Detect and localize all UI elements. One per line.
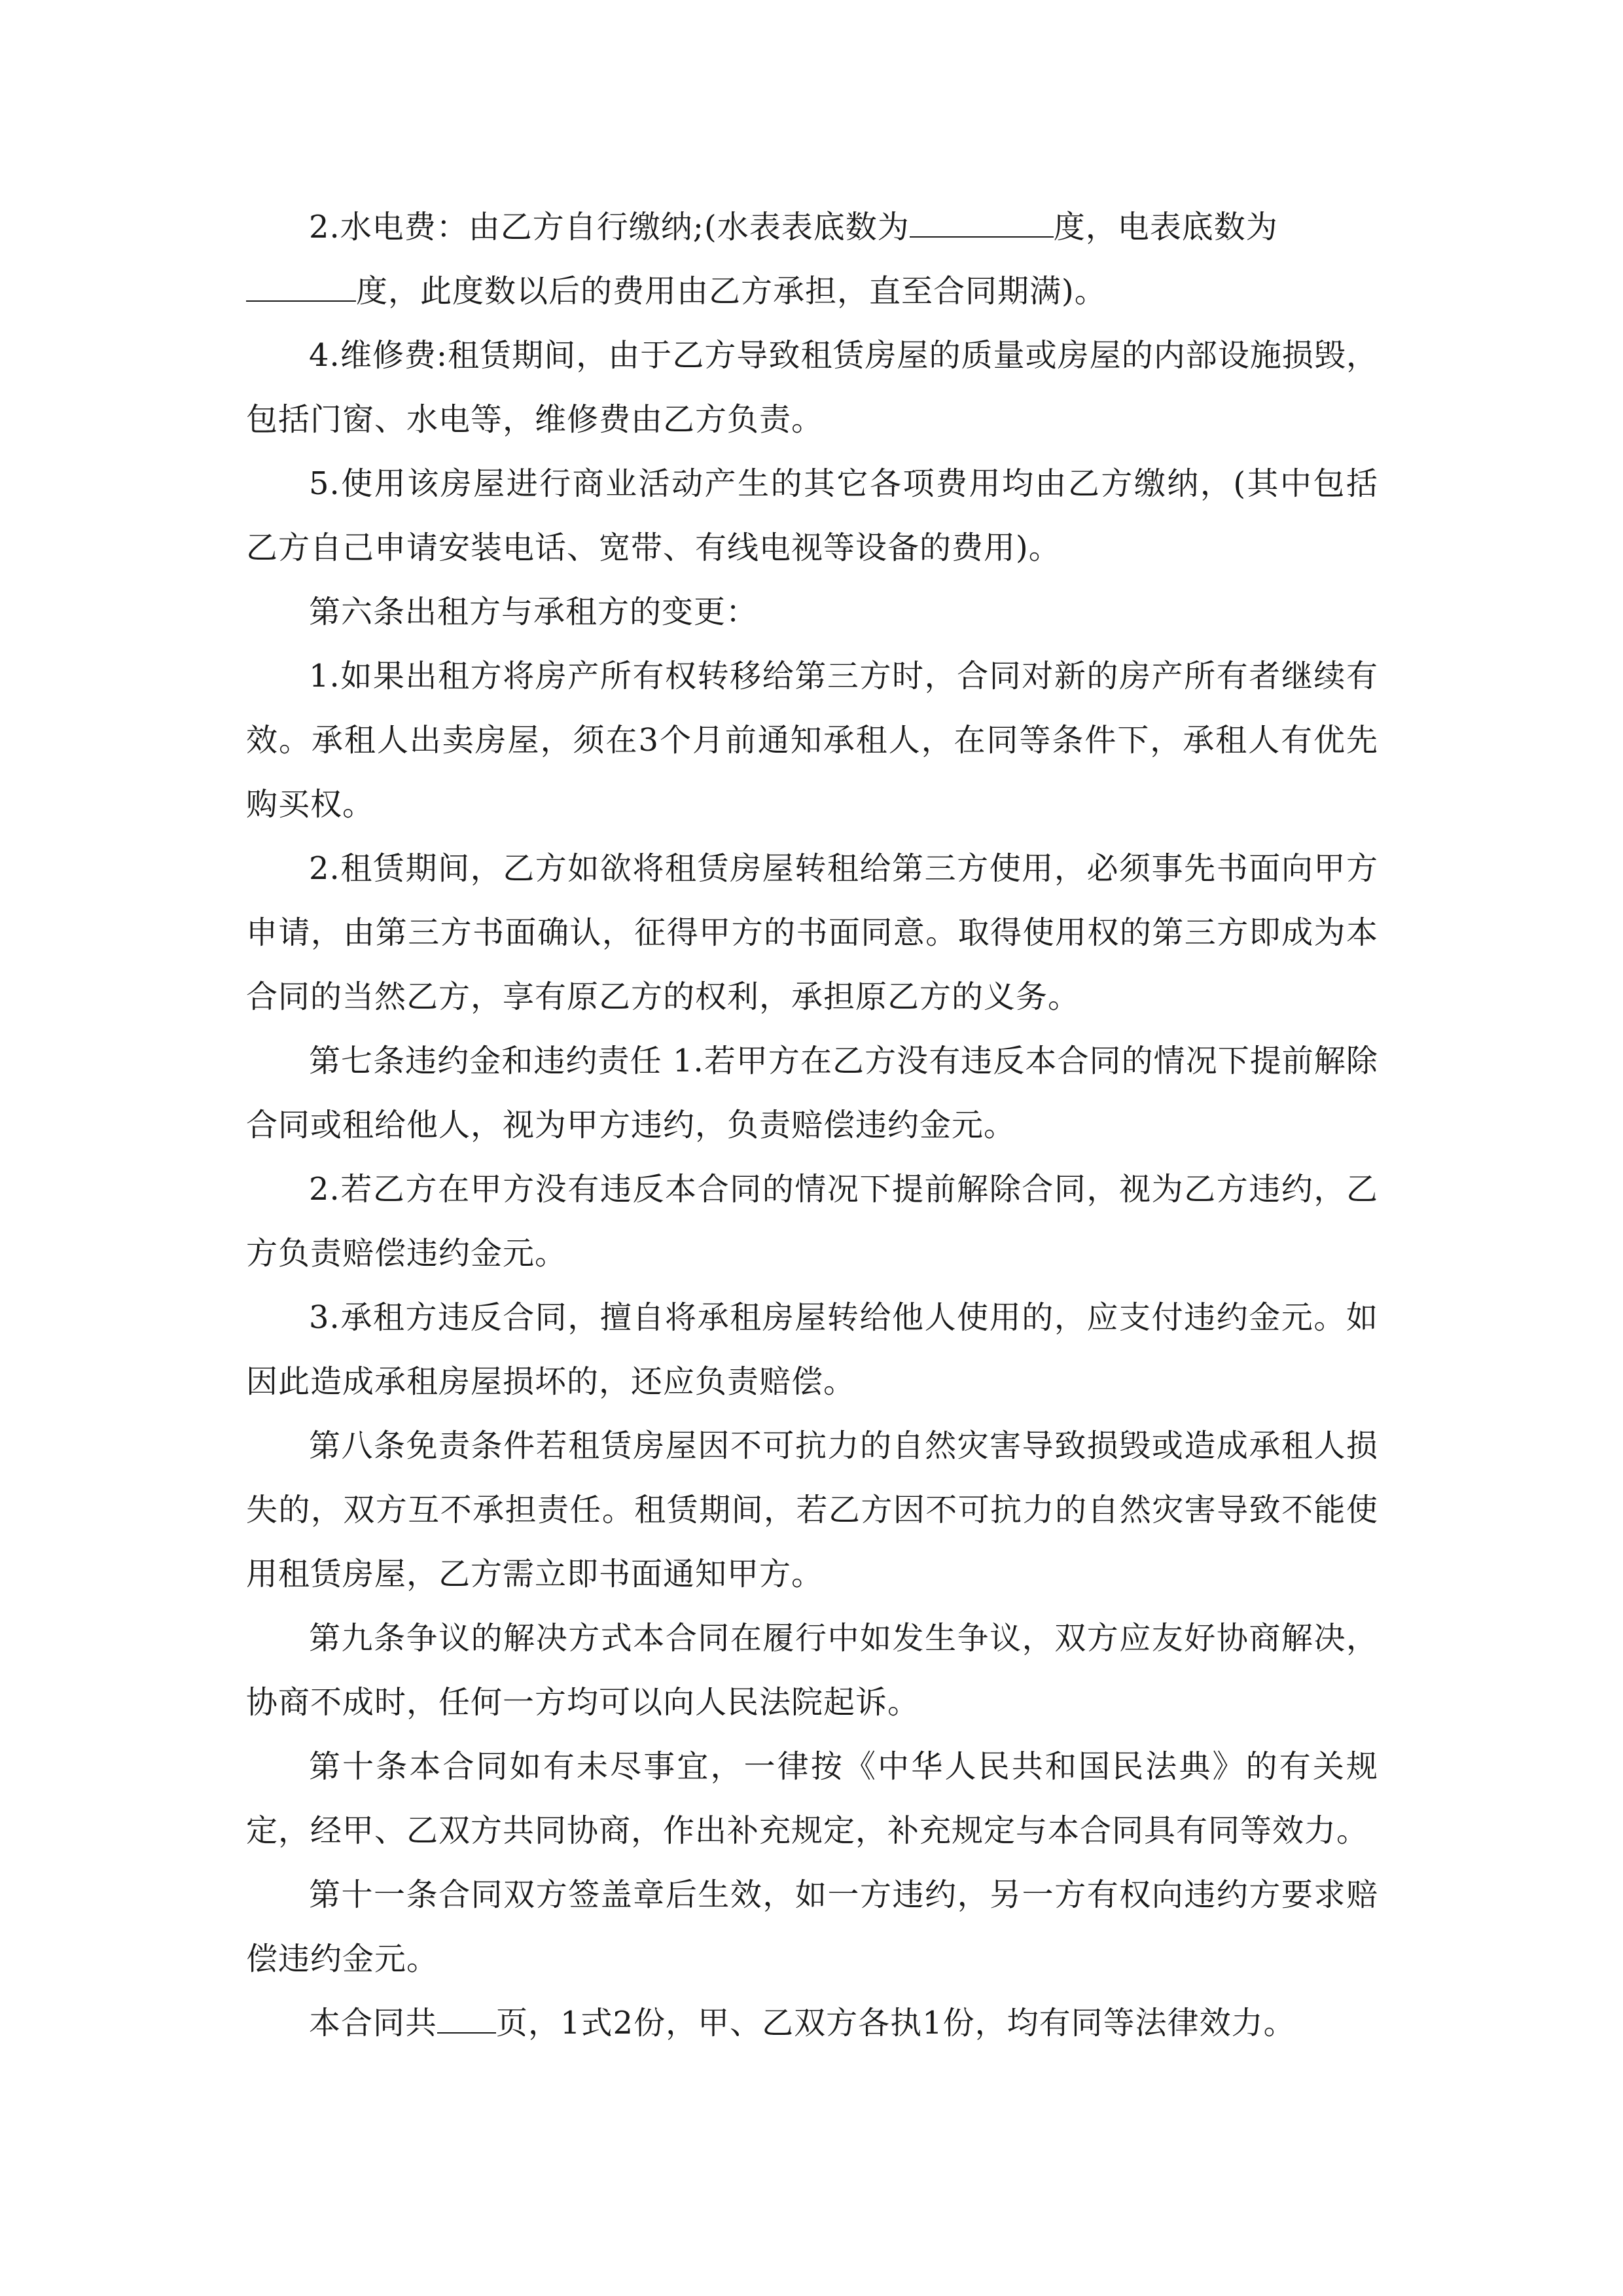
page-count-blank (437, 1998, 496, 2034)
paragraph-article-7: 第七条违约金和违约责任 1.若甲方在乙方没有违反本合同的情况下提前解除合同或租给他人，视为甲方违约，负责赔偿违约金元。 (246, 1043, 1378, 1143)
paragraph-copies (246, 1991, 1378, 2055)
copies-text-end: 页，1式2份，甲、乙双方各执1份，均有同等法律效力。 (496, 2005, 1296, 2041)
copies-text-start: 本合同共 (309, 2005, 438, 2041)
electric-meter-blank (246, 266, 356, 302)
paragraph-utilities (246, 195, 1378, 323)
paragraph-article-8: 第八条免责条件若租赁房屋因不可抗力的自然灾害导致损毁或造成承租人损失的，双方互不承担责任。租赁期间，若乙方因不可抗力的自然灾害导致不能使用租赁房屋，乙方需立即书面通知甲方。 (246, 1427, 1378, 1592)
paragraph-article-10: 第十条本合同如有未尽事宜，一律按《中华人民共和国民法典》的有关规定，经甲、乙双方共同协商，作出补充规定，补充规定与本合同具有同等效力。 (246, 1748, 1378, 1849)
utilities-text-end: 度，此度数以后的费用由乙方承担，直至合同期满)。 (356, 273, 1107, 310)
paragraph-sublease: 2.租赁期间，乙方如欲将租赁房屋转租给第三方使用，必须事先书面向甲方申请，由第三方书面确认，征得甲方的书面同意。取得使用权的第三方即成为本合同的当然乙方，享有原乙方的权利，承担原乙方的义务。 (246, 850, 1378, 1015)
paragraph-ownership-transfer: 1.如果出租方将房产所有权转移给第三方时，合同对新的房产所有者继续有效。承租人出卖房屋，须在3个月前通知承租人，在同等条件下，承租人有优先购买权。 (246, 658, 1378, 823)
utilities-text-start: 2.水电费：由乙方自行缴纳;(水表表底数为 (309, 209, 910, 245)
paragraph-lessee-breach: 2.若乙方在甲方没有违反本合同的情况下提前解除合同，视为乙方违约，乙方负责赔偿违约金元。 (246, 1171, 1378, 1272)
water-meter-blank (910, 202, 1054, 238)
utilities-text-mid: 度，电表底数为 (1053, 209, 1278, 245)
paragraph-article-11: 第十一条合同双方签盖章后生效，如一方违约，另一方有权向违约方要求赔偿违约金元。 (246, 1876, 1378, 1977)
paragraph-other-fees: 5.使用该房屋进行商业活动产生的其它各项费用均由乙方缴纳，(其中包括乙方自己申请安装电话、宽带、有线电视等设备的费用)。 (246, 465, 1378, 566)
paragraph-maintenance: 4.维修费:租赁期间，由于乙方导致租赁房屋的质量或房屋的内部设施损毁，包括门窗、水电等，维修费由乙方负责。 (246, 337, 1378, 438)
contract-body (246, 195, 1378, 2055)
paragraph-article-9: 第九条争议的解决方式本合同在履行中如发生争议，双方应友好协商解决，协商不成时，任何一方均可以向人民法院起诉。 (246, 1620, 1378, 1721)
paragraph-tenant-breach: 3.承租方违反合同，擅自将承租房屋转给他人使用的，应支付违约金元。如因此造成承租房屋损坏的，还应负责赔偿。 (246, 1299, 1378, 1400)
heading-article-6: 第六条出租方与承租方的变更： (309, 594, 758, 630)
